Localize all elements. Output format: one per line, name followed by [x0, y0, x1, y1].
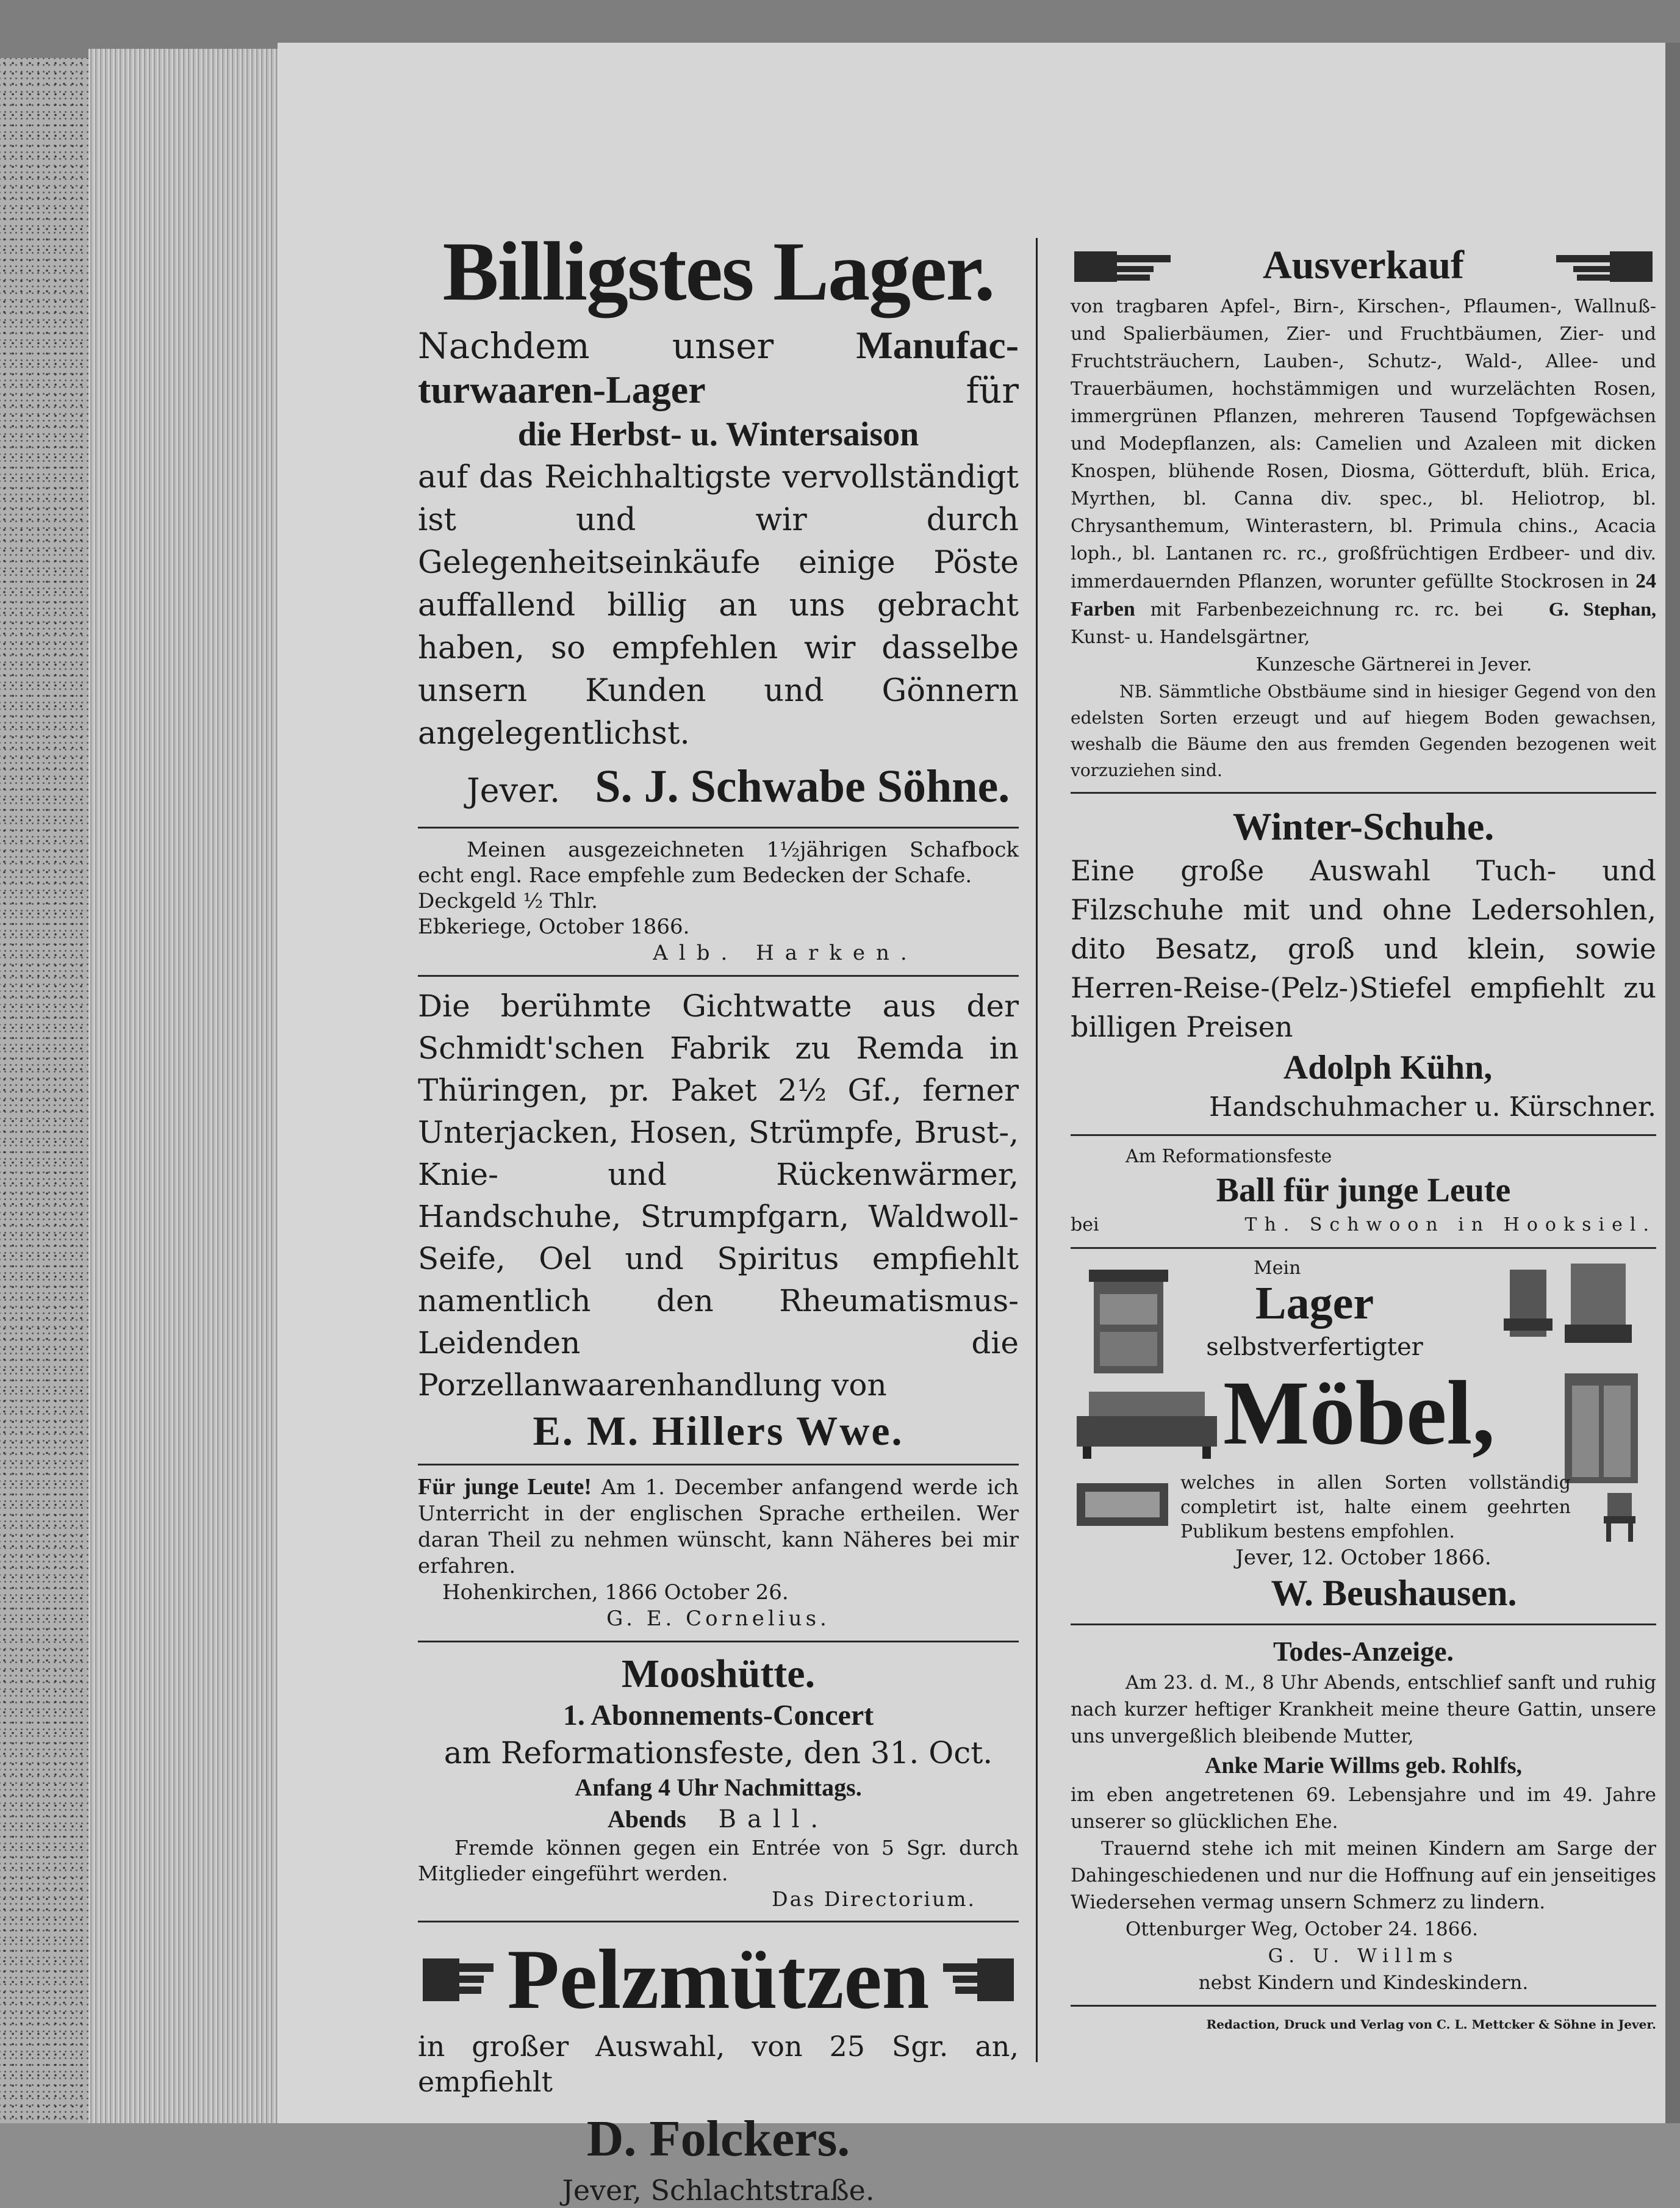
ad-title: Billigstes Lager.: [442, 225, 994, 318]
ad-firm: Adolph Kühn,: [1283, 1049, 1493, 1087]
ad-title: Ball für junge Leute: [1216, 1171, 1511, 1209]
ad-junge-leute: Für junge Leute! Am 1. December anfangend werde ich Unterricht in der englischen Sprache ertheilen. Wer daran Theil zu nehmen wünscht, kann Näheres bei mir erfahren. Hohenkirchen, 1866 October 26. G. E. Cornelius.: [418, 1474, 1019, 1631]
pointing-hand-icon: [939, 1940, 1019, 2019]
newspaper-page: [278, 43, 1665, 2207]
ad-firm: W. Beushausen.: [1271, 1573, 1517, 1613]
rule: [1071, 2005, 1656, 2007]
book-cover-edge: [0, 58, 88, 2123]
ad-ausverkauf: Ausverkauf von tragbaren Apfel-, Birn-, Kirschen-, Pflaumen-, Wallnuß- und Spalierbäumen, Zier- und Fruchtbäumen, Zier- und Fruchtsträuchern, Lauben-, Schutz-, Wald-, Allee- und Trauerbäumen, hochstämmigen und wurzelächten Rosen, immergrünen Pflanzen, mehreren Tausend Topfgewächsen und Modepflanzen, als: Camelien und Azaleen mit dicken Knospen, blühende Rosen, Diosma, Götterduft, blüh. Erica, Myrthen, bl. Canna div. spec., bl. Heliotrop, bl. Chrysanthemum, Winterastern, bl. Primula chins., Acacia loph., bl. Lantanen rc. rc., großfrüchtigen Erdbeer- und div. immerdauernden Pflanzen, worunter gefüllte Stockrosen in 24 Farben mit Farbenbezeichnung rc. rc. bei G. Stephan, Kunst- u. Handelsgärtner, Kunzesche Gärtnerei in Jever. NB. Sämmtliche Obstbäume sind in hiesiger Gegend von den edelsten Sorten erzeugt und auf hiegem Boden gewachsen, weshalb die Bäume den aus fremden Gegenden bezogenen weit vorzuziehen sind.: [1071, 238, 1656, 783]
imprint: Redaction, Druck und Verlag von C. L. Mettcker & Söhne in Jever.: [1206, 2017, 1656, 2032]
ad-firm: D. Folckers.: [586, 2110, 850, 2167]
rule: [418, 1921, 1019, 1922]
wardrobe-icon: [1559, 1367, 1644, 1489]
rule: [1071, 1134, 1656, 1136]
ad-title: Ausverkauf: [1262, 243, 1465, 287]
ad-pelzmuetzen: Pelzmützen in großer Auswahl, von 25 Sgr. an, empfiehlt D. Folckers. Jever, Schlachtstraße.: [418, 1932, 1019, 2207]
ad-schafbock: Meinen ausgezeichneten 1½jährigen Schafbock echt engl. Race empfehle zum Bedecken der Schafe. Deckgeld ½ Thlr. Ebkeriege, October 1866. Alb. Harken.: [418, 838, 1019, 965]
ad-winter-schuhe: Winter-Schuhe. Eine große Auswahl Tuch- und Filzschuhe mit und ohne Ledersohlen, dito Besatz, groß und klein, sowie Herren-Reise-(Pelz-)Stiefel empfiehlt zu billigen Preisen Adolph Kühn, Handschuhmacher u. Kürschner.: [1071, 802, 1656, 1126]
ad-title: Winter-Schuhe.: [1232, 805, 1495, 848]
chair-icon: [1595, 1489, 1644, 1544]
rule: [418, 975, 1019, 977]
pointing-hand-icon: [1071, 238, 1174, 293]
page-stack-edge: [88, 49, 281, 2123]
ad-firm: E. M. Hillers Wwe.: [533, 1408, 904, 1454]
rule: [418, 827, 1019, 829]
rule: [1071, 1624, 1656, 1625]
right-column: Ausverkauf von tragbaren Apfel-, Birn-, Kirschen-, Pflaumen-, Wallnuß- und Spalierbäumen, Zier- und Fruchtbäumen, Zier- und Fruchtsträuchern, Lauben-, Schutz-, Wald-, Allee- und Trauerbäumen, hochstämmigen und wurzelächten Rosen, immergrünen Pflanzen, mehreren Tausend Topfgewächsen und Modepflanzen, als: Camelien und Azaleen mit dicken Knospen, blühende Rosen, Diosma, Götterduft, blüh. Erica, Myrthen, bl. Canna div. spec., bl. Heliotrop, bl. Chrysanthemum, Winterastern, bl. Primula chins., Acacia loph., bl. Lantanen rc. rc., großfrüchtigen Erdbeer- und div. immerdauernden Pflanzen, worunter gefüllte Stockrosen in 24 Farben mit Farbenbezeichnung rc. rc. bei G. Stephan, Kunst- u. Handelsgärtner, Kunzesche Gärtnerei in Jever. NB. Sämmtliche Obstbäume sind in hiesiger Gegend von den edelsten Sorten erzeugt und auf hiegem Boden gewachsen, weshalb die Bäume den aus fremden Gegenden bezogenen weit vorzuziehen sind. Winter-Schuhe. Eine große Auswahl Tuch- und Filzschuhe mit und ohne Ledersohlen, dito Besatz, groß und klein, sowie Herren-Reise-(Pelz-)Stiefel empfiehlt zu billigen Preisen Adolph Kühn, Handschuhmacher u. Kürschner. Am Reformationsfeste Ball für junge Leute bei Th. Schwoon in Hooksiel. Mein Lager selbstverfertigter Möbel, welches in allen Sorten vollständig completirt ist, halte einem geehrten Publikum bestens empfohlen. Jever, 12. October 1866. W. Beushausen. Todes-Anzeige. Am 23. d. M., 8 Uhr Abends, entschlief sanft und ruhig nach kurzer heftiger Krankheit meine theure Gattin, unsere uns unvergeßlich bleibende Mutter, Anke Marie Willms geb. Rohlfs, im eben angetretenen 69. Lebensjahre und im 49. Jahre unserer so glücklichen Ehe. Trauernd stehe ich mit meinen Kindern am Sarge der Dahingeschiedenen und nur die Hoffnung auf ein jenseitiges Wiedersehen vermag unsern Schmerz zu lindern. Ottenburger Weg, October 24. 1866. G. U. Willms nebst Kindern und Kindeskindern. Redaction, Druck und Verlag von C. L. Mettcker & Söhne in Jever.: [1071, 238, 1656, 2034]
rule: [1071, 1247, 1656, 1249]
ad-billigstes-lager: [418, 226, 1019, 818]
rule: [418, 1641, 1019, 1642]
ad-line2-bold: turwaaren-Lager: [418, 368, 706, 411]
rule: [418, 1464, 1019, 1465]
ad-lead: Nachdem unser: [418, 325, 774, 367]
sofa-icon: [1071, 1379, 1223, 1465]
ad-mooshuette: Mooshütte. 1. Abonnements-Concert am Reformationsfeste, den 31. Oct. Anfang 4 Uhr Nachmittags. Abends Ball. Fremde können gegen ein Entrée von 5 Sgr. durch Mitglieder eingeführt werden. Das Directorium.: [418, 1652, 1019, 1911]
chairs-icon: [1498, 1257, 1638, 1361]
ad-title: Möbel,: [1223, 1362, 1495, 1464]
ad-gichtwatte: Die berühmte Gichtwatte aus der Schmidt'schen Fabrik zu Remda in Thüringen, pr. Paket 2½ Gf., ferner Unterjacken, Hosen, Strümpfe, Brust-, Knie- und Rückenwärmer, Handschuhe, Strumpfgarn, Waldwoll-Seife, Oel und Spiritus empfiehlt namentlich den Rheumatismus-Leidenden die Porzellanwaarenhandlung von E. M. Hillers Wwe.: [418, 988, 1019, 1454]
bathtub-icon: [1071, 1471, 1174, 1538]
ad-title: Pelzmützen: [507, 1932, 930, 2027]
ad-ball: Am Reformationsfeste Ball für junge Leute bei Th. Schwoon in Hooksiel.: [1071, 1146, 1656, 1235]
cabinet-icon: [1083, 1264, 1174, 1379]
scan-right-edge: [1665, 43, 1680, 2123]
ad-season: die Herbst- u. Wintersaison: [517, 415, 919, 453]
ad-title: Todes-Anzeige.: [1273, 1636, 1454, 1667]
ad-firm: S. J. Schwabe Söhne.: [595, 761, 1010, 812]
rule: [1071, 792, 1656, 794]
ad-place: Jever.: [467, 771, 561, 810]
ad-lead-bold: Manufac-: [856, 323, 1019, 367]
column-divider: [1036, 238, 1038, 2062]
pointing-hand-icon: [1553, 238, 1656, 293]
ad-moebel: Mein Lager selbstverfertigter Möbel, welches in allen Sorten vollständig completirt ist, halte einem geehrten Publikum bestens empfohlen.: [1071, 1257, 1656, 1544]
pointing-hand-icon: [418, 1940, 497, 2019]
ad-todes-anzeige: Todes-Anzeige. Am 23. d. M., 8 Uhr Abends, entschlief sanft und ruhig nach kurzer heftiger Krankheit meine theure Gattin, unsere uns unvergeßlich bleibende Mutter, Anke Marie Willms geb. Rohlfs, im eben angetretenen 69. Lebensjahre und im 49. Jahre unserer so glücklichen Ehe. Trauernd stehe ich mit meinen Kindern am Sarge der Dahingeschiedenen und nur die Hoffnung auf ein jenseitiges Wiedersehen vermag unsern Schmerz zu lindern. Ottenburger Weg, October 24. 1866. G. U. Willms nebst Kindern und Kindeskindern.: [1071, 1634, 1656, 1996]
left-column: [418, 226, 1019, 2208]
ad-line2-tail: für: [966, 370, 1019, 411]
ad-body: auf das Reichhaltigste vervollständigt ist und wir durch Gelegenheitseinkäufe einige Pöste auffallend billig an uns gebracht haben, so empfehlen wir dasselbe unsern Kunden und Gönnern angelegentlichst.: [418, 459, 1019, 752]
